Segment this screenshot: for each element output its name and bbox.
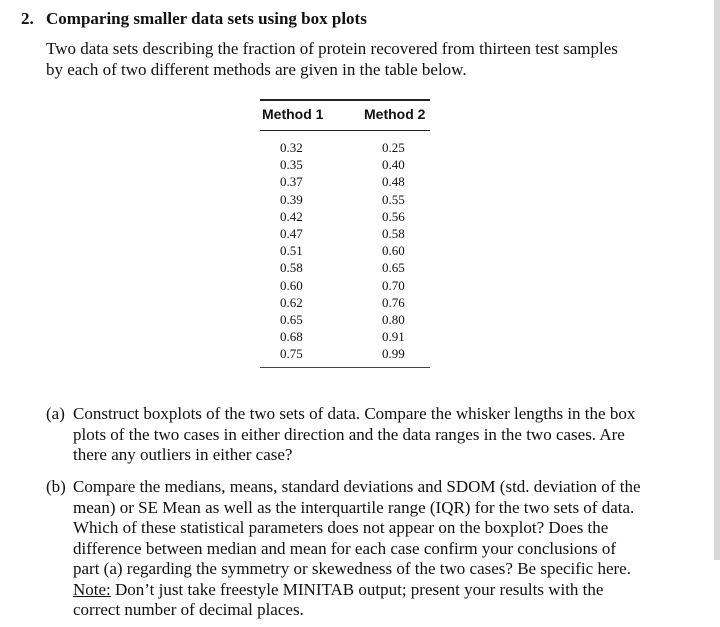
question-title: Comparing smaller data sets using box plots [46,9,367,28]
part-b-label: (b) [46,477,66,496]
table-cell: 0.40 [382,157,405,173]
method-1-column [280,139,303,362]
table-cell: 0.48 [382,174,405,190]
table-bottom-rule [260,367,430,368]
table-top-rule [260,99,430,101]
table-cell: 0.37 [280,174,303,190]
part-a [46,404,661,466]
table-cell: 0.70 [382,277,405,293]
part-b [46,477,661,621]
part-a-label: (a) [46,404,65,423]
part-b-line: Compare the medians, means, standard deviations and SDOM (std. deviation of the [73,477,641,496]
table-cell: 0.42 [280,208,303,224]
part-b-body [73,477,661,621]
part-b-line: Which of these statistical parameters does not appear on the boxplot? Does the [73,518,609,537]
table-cell: 0.60 [382,243,405,259]
part-b-line: part (a) regarding the symmetry or skewedness of the two cases? Be specific here. [73,559,631,578]
part-a-body [73,404,661,466]
table-cell: 0.75 [280,346,303,362]
table-cell: 0.65 [280,311,303,327]
scrollbar[interactable] [714,0,720,560]
table-cell: 0.39 [280,191,303,207]
table-cell: 0.62 [280,294,303,310]
table-cell: 0.99 [382,346,405,362]
intro-line: by each of two different methods are given in the table below. [46,60,467,79]
table-cell: 0.60 [280,277,303,293]
table-header-rule [260,130,430,131]
table-cell: 0.91 [382,329,405,345]
intro-line: Two data sets describing the fraction of protein recovered from thirteen test samples [46,39,618,58]
table-cell: 0.68 [280,329,303,345]
table-cell: 0.58 [280,260,303,276]
part-a-line: Construct boxplots of the two sets of data. Compare the whisker lengths in the box [73,404,636,423]
table-cell: 0.80 [382,311,405,327]
table-cell: 0.32 [280,140,303,155]
table-cell: 0.76 [382,294,405,310]
part-b-note-line [73,580,661,601]
method-2-column [382,139,405,362]
question-number: 2. [21,9,34,28]
table-cell: 0.51 [280,243,303,259]
intro-paragraph [46,38,671,80]
table-cell: 0.65 [382,260,405,276]
table-header-method-1: Method 1 [262,106,324,122]
part-a-line: plots of the two cases in either direction and the data ranges in the two cases. Are [73,424,625,444]
table-cell: 0.55 [382,191,405,207]
note-label: Note: [73,579,111,599]
note-text: Don’t just take freestyle MINITAB output; present your results with the [110,579,604,599]
part-b-line: correct number of decimal places. [73,600,304,619]
table-cell: 0.56 [382,208,405,224]
part-b-line: mean) or SE Mean as well as the interquartile range (IQR) for the two sets of data. [73,497,635,517]
table-cell: 0.35 [280,157,303,173]
table-cell: 0.25 [382,140,405,155]
part-a-line: there any outliers in either case? [73,445,293,464]
part-b-line: difference between median and mean for each case confirm your conclusions of [73,538,616,558]
table-cell: 0.58 [382,225,405,241]
table-header-method-2: Method 2 [364,106,426,122]
table-cell: 0.47 [280,225,303,241]
